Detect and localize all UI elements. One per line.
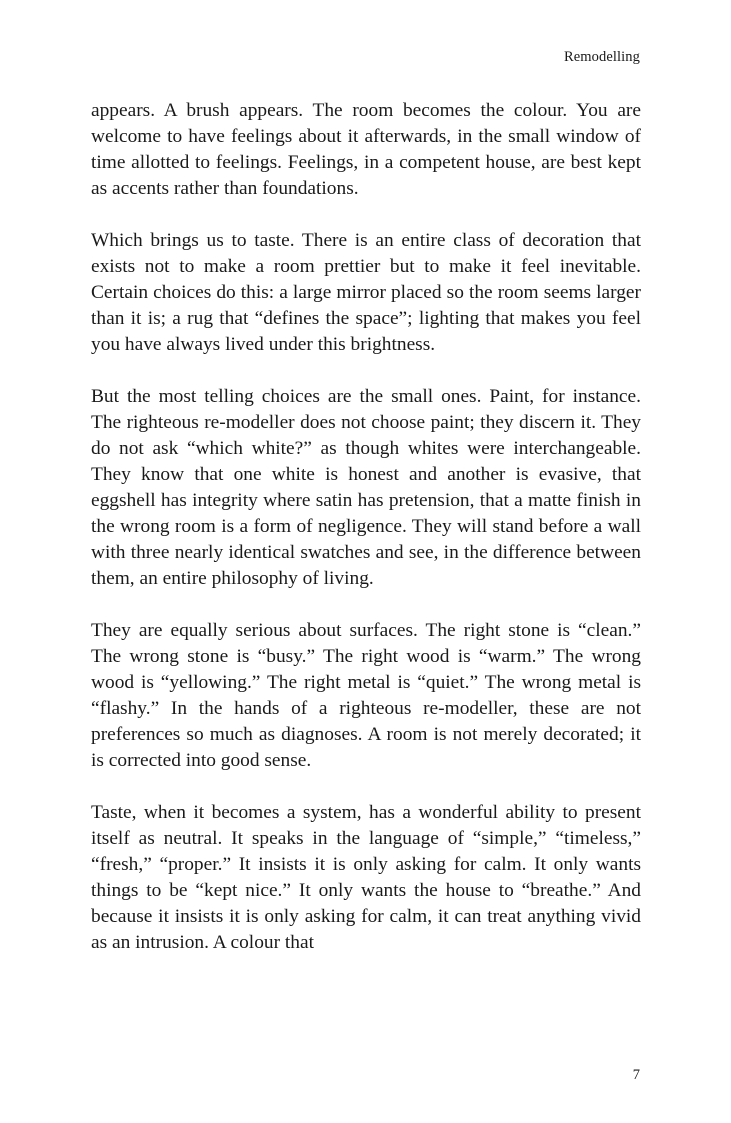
body-text bbox=[91, 98, 641, 956]
paragraph: But the most telling choices are the small ones. Paint, for instance. The righteous re-modeller does not choose paint; they discern it. They do not ask “which white?” as though whites were interchangeable. They know that one white is honest and another is evasive, that eggshell has integrity where satin has pretension, that a matte finish in the wrong room is a form of negligence. They will stand before a wall with three nearly identical swatches and see, in the difference between them, an entire philosophy of living. bbox=[91, 386, 641, 589]
running-head: Remodelling bbox=[563, 49, 640, 65]
page-number: 7 bbox=[632, 1067, 640, 1083]
paragraph: Which brings us to taste. There is an entire class of decoration that exists not to make a room prettier but to make it feel inevitable. Certain choices do this: a large mirror placed so the room seems larger than it is; a rug that “defines the space”; lighting that makes you feel you have always lived under this brightness. bbox=[91, 230, 641, 355]
paragraph: They are equally serious about surfaces. The right stone is “clean.” The wrong stone is “busy.” The right wood is “warm.” The wrong wood is “yellowing.” The right metal is “quiet.” The wrong metal is “flashy.” In the hands of a righteous re-modeller, these are not preferences so much as diagnoses. A room is not merely decorated; it is corrected into good sense. bbox=[91, 620, 641, 771]
paragraph: Taste, when it becomes a system, has a wonderful ability to present itself as neutral. It speaks in the language of “simple,” “timeless,” “fresh,” “proper.” It insists it is only asking for calm. It only wants things to be “kept nice.” It only wants the house to “breathe.” And because it insists it is only asking for calm, it can treat anything vivid as an intrusion. A colour that bbox=[91, 802, 641, 953]
paragraph: appears. A brush appears. The room becomes the colour. You are welcome to have feelings about it afterwards, in the small window of time allotted to feelings. Feelings, in a competent house, are best kept as accents rather than foundations. bbox=[91, 100, 641, 199]
